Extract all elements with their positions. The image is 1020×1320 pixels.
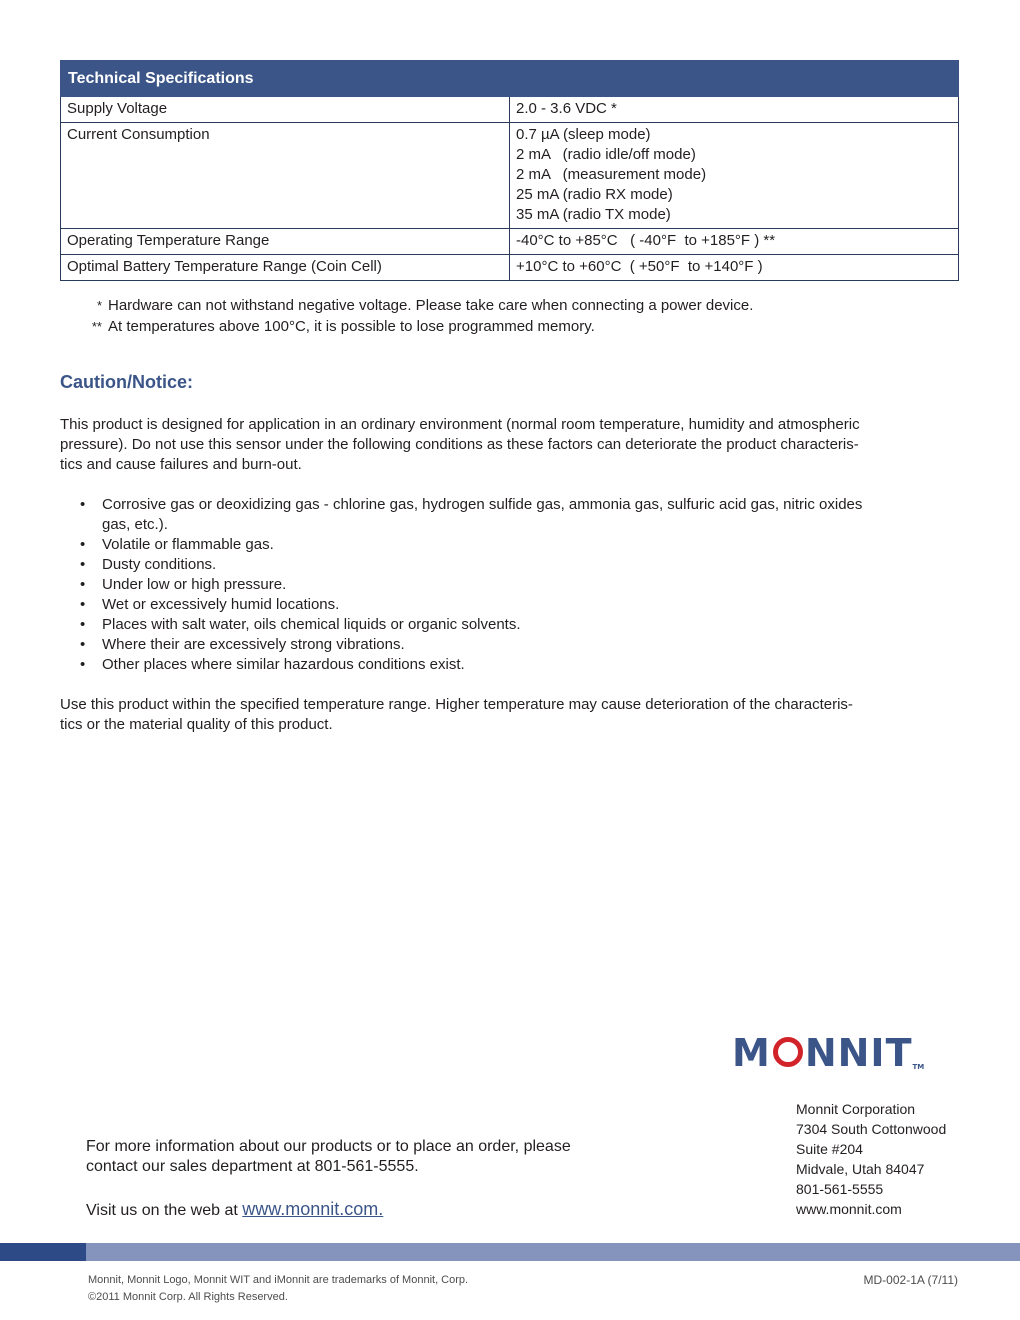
spec-value-line: 35 mA (radio TX mode)	[516, 206, 671, 223]
table-row	[61, 255, 959, 281]
spec-value-line: 2 mA (radio idle/off mode)	[516, 146, 696, 163]
company-address	[796, 1099, 946, 1219]
footer-band-accent	[0, 1243, 86, 1261]
document-number: MD-002-1A (7/11)	[863, 1273, 958, 1287]
contact-info	[86, 1137, 571, 1221]
list-item	[60, 655, 960, 675]
text-line: gas, etc.).	[102, 516, 168, 533]
address-line: www.monnit.com	[796, 1201, 902, 1217]
footnote-text: At temperatures above 100°C, it is possible to lose programmed memory.	[108, 318, 595, 335]
text-line: Places with salt water, oils chemical liquids or organic solvents.	[102, 616, 521, 633]
trademark-text: Monnit, Monnit Logo, Monnit WIT and iMonnit are trademarks of Monnit, Corp.	[88, 1274, 469, 1286]
address-line: Monnit Corporation	[796, 1101, 916, 1117]
spec-value	[510, 229, 959, 255]
footnote-1	[80, 296, 753, 316]
spec-label: Supply Voltage	[61, 97, 510, 123]
footnote-text: Hardware can not withstand negative voltage. Please take care when connecting a power device.	[108, 297, 754, 314]
website-link[interactable]: www.monnit.com.	[242, 1199, 384, 1219]
text-line: pressure). Do not use this sensor under the following conditions as these factors can deteriorate the product characteris-	[60, 436, 859, 453]
monnit-logo	[732, 1031, 962, 1075]
spec-label: Operating Temperature Range	[61, 229, 510, 255]
list-item	[60, 495, 960, 535]
table-title: Technical Specifications	[61, 61, 959, 97]
address-line: 7304 South Cottonwood	[796, 1121, 947, 1137]
text-line: Corrosive gas or deoxidizing gas - chlorine gas, hydrogen sulfide gas, ammonia gas, sulfuric acid gas, nitric oxides	[102, 496, 863, 513]
spec-label: Current Consumption	[61, 123, 510, 229]
footnote-2	[80, 317, 595, 337]
caution-heading: Caution/Notice:	[60, 372, 193, 392]
trademark-symbol: TM	[912, 1063, 925, 1071]
list-item	[60, 595, 960, 615]
spec-value	[510, 255, 959, 281]
text-line: tics or the material quality of this product.	[60, 716, 333, 733]
spec-label: Optimal Battery Temperature Range (Coin Cell)	[61, 255, 510, 281]
caution-intro	[60, 415, 960, 475]
spec-value-line: 2.0 - 3.6 VDC *	[516, 100, 617, 117]
web-line	[86, 1199, 571, 1221]
logo-o-ring-icon	[773, 1037, 803, 1067]
list-item	[60, 635, 960, 655]
table-row	[61, 229, 959, 255]
spec-value-line: +10°C to +60°C ( +50°F to +140°F )	[516, 258, 763, 275]
hazard-conditions-list	[60, 495, 960, 675]
spec-value-line: -40°C to +85°C ( -40°F to +185°F ) **	[516, 232, 776, 249]
list-item	[60, 615, 960, 635]
web-prefix: Visit us on the web at	[86, 1202, 243, 1219]
text-line: Under low or high pressure.	[102, 576, 287, 593]
text-line: This product is designed for application in an ordinary environment (normal room temperature, humidity and atmospheric	[60, 416, 860, 433]
address-line: Suite #204	[796, 1141, 863, 1157]
list-item	[60, 575, 960, 595]
list-item	[60, 555, 960, 575]
spec-value	[510, 123, 959, 229]
address-line: 801-561-5555	[796, 1181, 884, 1197]
address-line: Midvale, Utah 84047	[796, 1161, 925, 1177]
text-line: tics and cause failures and burn-out.	[60, 456, 302, 473]
list-item	[60, 535, 960, 555]
spec-value	[510, 97, 959, 123]
contact-line: contact our sales department at 801-561-5555.	[86, 1158, 419, 1175]
text-line: Other places where similar hazardous conditions exist.	[102, 656, 465, 673]
footnote-mark: **	[91, 319, 102, 334]
footnote-mark: *	[96, 298, 102, 313]
text-line: Volatile or flammable gas.	[102, 536, 274, 553]
text-line: Where their are excessively strong vibrations.	[102, 636, 405, 653]
text-line: Wet or excessively humid locations.	[102, 596, 340, 613]
footer-band	[0, 1243, 1020, 1261]
text-line: Dusty conditions.	[102, 556, 217, 573]
legal-notice	[88, 1272, 468, 1306]
table-row	[61, 97, 959, 123]
table-row	[61, 123, 959, 229]
contact-line: For more information about our products or to place an order, please	[86, 1138, 571, 1155]
logo-text-start: M	[732, 1031, 771, 1075]
spec-value-line: 25 mA (radio RX mode)	[516, 186, 673, 203]
copyright-text: ©2011 Monnit Corp. All Rights Reserved.	[88, 1291, 288, 1303]
spec-value-line: 0.7 µA (sleep mode)	[516, 126, 651, 143]
logo-text-end: NNIT	[804, 1031, 913, 1075]
technical-specifications-table	[60, 60, 959, 281]
text-line: Use this product within the specified temperature range. Higher temperature may cause deterioration of the characteris-	[60, 696, 853, 713]
spec-value-line: 2 mA (measurement mode)	[516, 166, 707, 183]
caution-closing	[60, 695, 960, 735]
